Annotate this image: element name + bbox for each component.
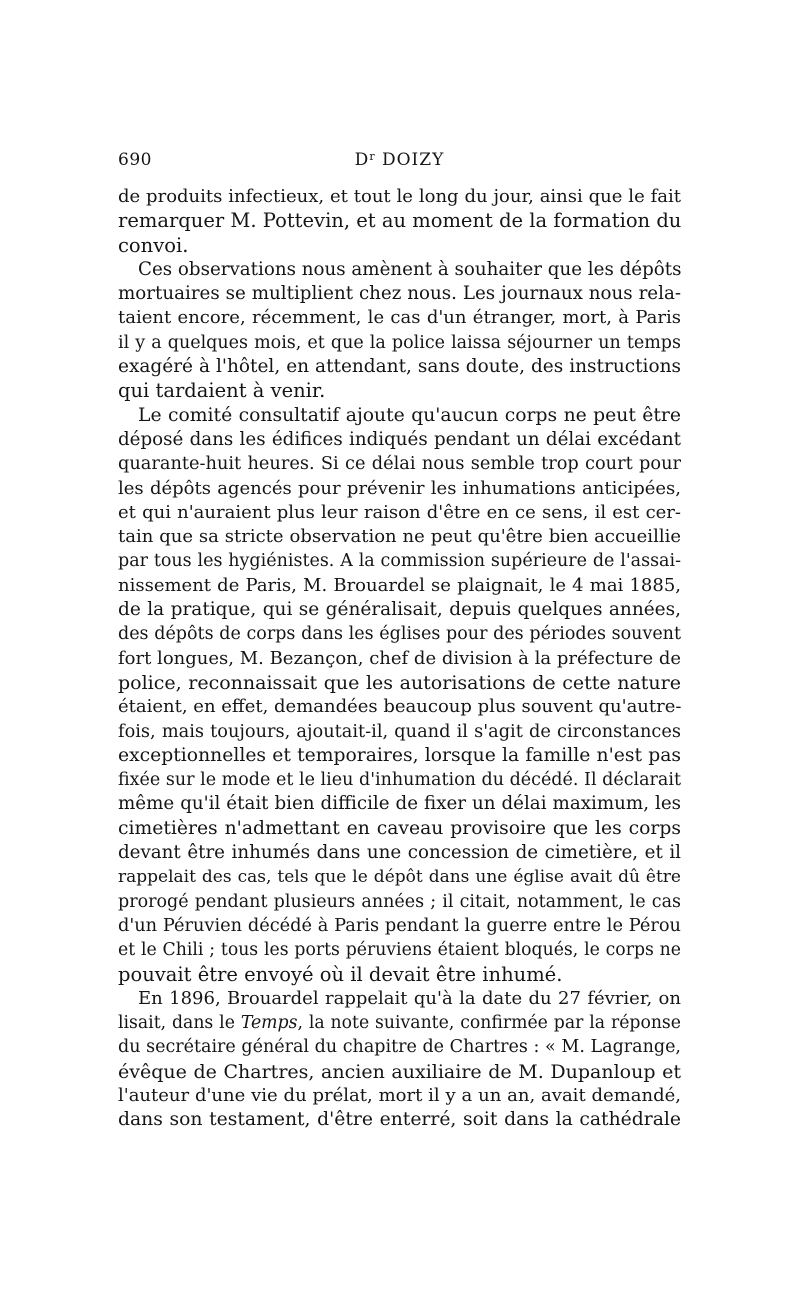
- text-line: d'un Péruvien décédé à Paris pendant la guerre entre le Pérou: [118, 915, 681, 936]
- text-line: cimetières n'admettant en caveau provisoire que les corps: [118, 817, 681, 839]
- text-line: du secrétaire général du chapitre de Chartres : « M. Lagrange,: [118, 1037, 681, 1058]
- text-line: convoi.: [118, 233, 189, 257]
- page-header: [118, 150, 681, 176]
- author-prefix: D: [354, 150, 370, 170]
- text-line: étaient, en effet, demandées beaucoup plus souvent qu'autre-: [118, 696, 682, 718]
- text-line: police, reconnaissait que les autorisations de cette nature: [118, 671, 681, 694]
- text-line: exceptionnelles et temporaires, lorsque la famille n'est pas: [118, 744, 681, 766]
- text-line: de la pratique, qui se généralisait, depuis quelques années,: [118, 599, 681, 621]
- text-line: il y a quelques mois, et que la police laissa séjourner un temps: [118, 332, 681, 353]
- text-line: dans son testament, d'être enterré, soit dans la cathédrale: [118, 1109, 681, 1131]
- text-line: prorogé pendant plusieurs années ; il citait, notamment, le cas: [118, 891, 681, 912]
- text-line: évêque de Chartres, ancien auxiliaire de M. Dupanloup et: [118, 1060, 681, 1083]
- text-line: quarante-huit heures. Si ce délai nous semble trop court pour: [118, 454, 681, 475]
- author-sup: r: [369, 150, 376, 163]
- text-line: fois, mais toujours, ajoutait-il, quand il s'agit de circonstances: [118, 721, 681, 742]
- body-text: [118, 185, 681, 1133]
- text-line: mortuaires se multiplient chez nous. Les journaux nous rela-: [118, 283, 681, 305]
- text-line: Ces observations nous amènent à souhaiter que les dépôts: [138, 258, 682, 280]
- author-name: DOIZY: [381, 150, 445, 170]
- text-line: pouvait être envoyé où il devait être inhumé.: [118, 962, 563, 986]
- text-line: remarquer M. Pottevin, et au moment de la formation du: [118, 209, 682, 233]
- text-line: tain que sa stricte observation ne peut qu'être bien accueillie: [118, 526, 681, 548]
- text-line: nissement de Paris, M. Brouardel se plaignait, le 4 mai 1885,: [118, 574, 681, 596]
- text-line: fort longues, M. Bezançon, chef de division à la préfecture de: [118, 647, 681, 669]
- text-line: des dépôts de corps dans les églises pour des périodes souvent: [118, 624, 681, 645]
- text-line: exagéré à l'hôtel, en attendant, sans doute, des instructions: [118, 356, 681, 378]
- text-line: et le Chili ; tous les ports péruviens étaient bloqués, le corps ne: [118, 940, 681, 961]
- text-line: fixée sur le mode et le lieu d'inhumation du décédé. Il déclarait: [118, 770, 681, 791]
- text-line: lisait, dans le Temps, la note suivante, confirmée par la réponse: [118, 1013, 681, 1034]
- text-line: l'auteur d'une vie du prélat, mort il y a un an, avait demandé,: [118, 1084, 681, 1106]
- text-line: de produits infectieux, et tout le long du jour, ainsi que le fait: [118, 186, 681, 207]
- text-line: devant être inhumés dans une concession de cimetière, et il: [118, 842, 681, 864]
- text-line: Le comité consultatif ajoute qu'aucun corps ne peut être: [138, 404, 681, 426]
- text-line: déposé dans les édifices indiqués pendant un délai excédant: [118, 428, 681, 450]
- text-line: les dépôts agencés pour prévenir les inhumations anticipées,: [118, 477, 681, 499]
- text-line: même qu'il était bien difficile de fixer un délai maximum, les: [118, 793, 681, 815]
- running-head: [118, 150, 681, 170]
- text-line: et qui n'auraient plus leur raison d'être en ce sens, il est cer-: [118, 501, 681, 523]
- text-line: par tous les hygiénistes. A la commission supérieure de l'assai-: [118, 551, 681, 572]
- page-number: 690: [118, 150, 152, 170]
- text-line: En 1896, Brouardel rappelait qu'à la date du 27 février, on: [138, 987, 681, 1009]
- text-line: qui tardaient à venir.: [118, 379, 326, 403]
- text-line: rappelait des cas, tels que le dépôt dans une église avait dû être: [118, 867, 681, 888]
- text-line: taient encore, récemment, le cas d'un étranger, mort, à Paris: [118, 307, 681, 329]
